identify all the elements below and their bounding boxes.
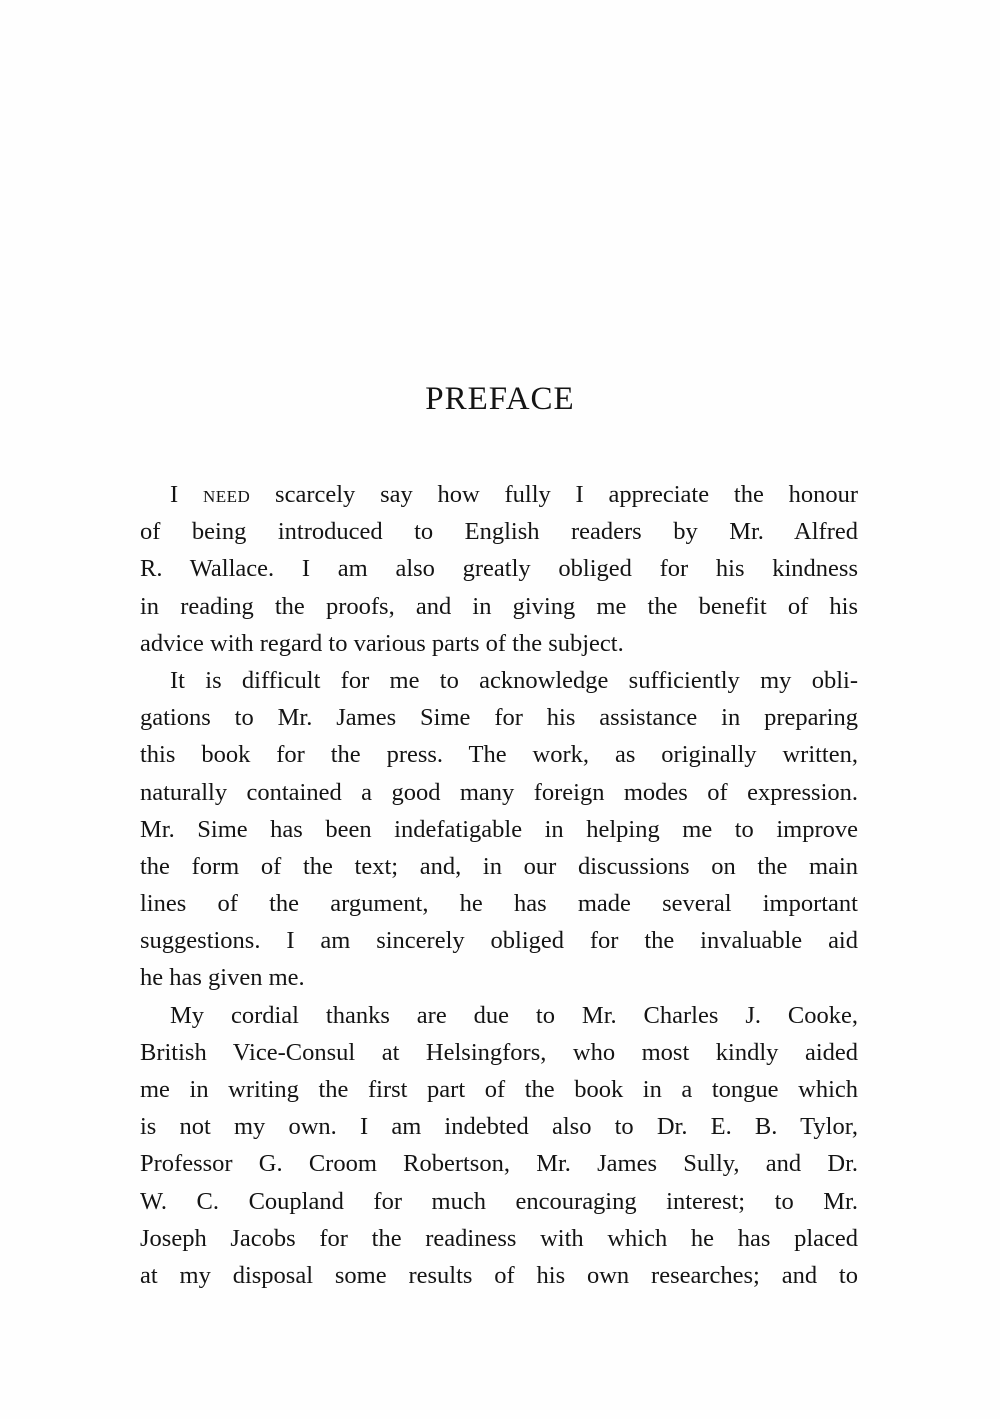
- text-line: W. C. Coupland for much encouraging interest; to Mr.: [140, 1187, 858, 1215]
- smallcaps-word: need: [202, 481, 251, 508]
- text-line: Professor G. Croom Robertson, Mr. James Sully, and Dr.: [140, 1150, 858, 1178]
- text-line: R. Wallace. I am also greatly obliged for his kindness: [140, 555, 858, 583]
- paragraph-3: [140, 997, 858, 1295]
- text-line: British Vice-Consul at Helsingfors, who most kindly aided: [140, 1038, 858, 1066]
- text-line: naturally contained a good many foreign modes of expression.: [140, 778, 858, 806]
- text-line: Mr. Sime has been indefatigable in helping me to improve: [140, 815, 858, 843]
- text-line: in reading the proofs, and in giving me the benefit of his: [140, 592, 858, 620]
- text-line: [140, 476, 858, 513]
- text-line: the form of the text; and, in our discussions on the main: [140, 852, 858, 880]
- text-line: advice with regard to various parts of the subject.: [140, 629, 624, 657]
- text-line: he has given me.: [140, 964, 305, 992]
- text-line: It is difficult for me to acknowledge sufficiently my obli-: [170, 666, 858, 694]
- text-line: gations to Mr. James Sime for his assistance in preparing: [140, 704, 858, 732]
- text-line-content: scarcely say how fully I appreciate the honour: [250, 481, 859, 508]
- body-text: [140, 476, 858, 1294]
- paragraph-2: [140, 662, 858, 997]
- first-word: I: [170, 481, 179, 508]
- text-line: My cordial thanks are due to Mr. Charles J. Cooke,: [170, 1001, 858, 1029]
- text-line: this book for the press. The work, as originally written,: [140, 741, 858, 769]
- text-line: is not my own. I am indebted also to Dr. E. B. Tylor,: [140, 1113, 858, 1141]
- text-line: suggestions. I am sincerely obliged for the invaluable aid: [140, 927, 858, 955]
- text-line: of being introduced to English readers by Mr. Alfred: [140, 518, 858, 546]
- page-title: PREFACE: [425, 381, 575, 417]
- paragraph-1: [140, 476, 858, 662]
- text-line: me in writing the first part of the book in a tongue which: [140, 1076, 858, 1103]
- text-line: lines of the argument, he has made several important: [140, 890, 858, 918]
- text-line: at my disposal some results of his own researches; and to: [140, 1261, 858, 1289]
- text-line: Joseph Jacobs for the readiness with which he has placed: [140, 1224, 858, 1252]
